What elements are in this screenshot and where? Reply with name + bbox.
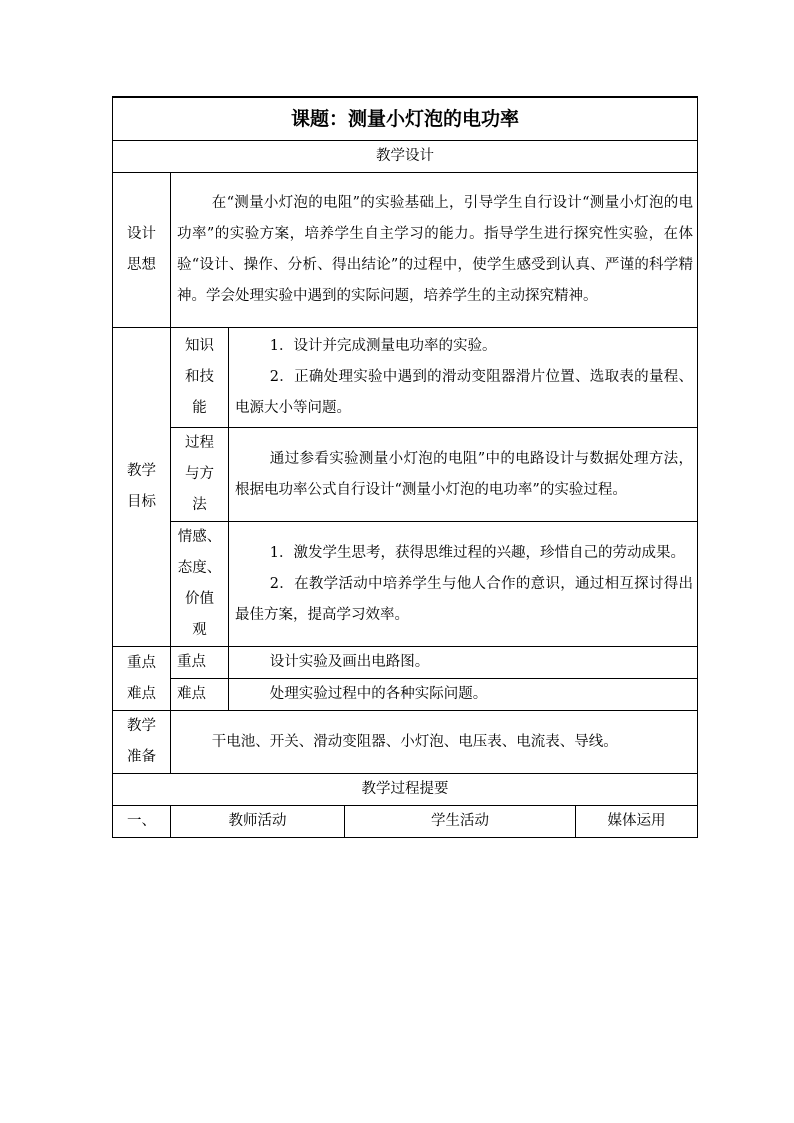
design-idea-label-line2: 思想 <box>127 257 156 273</box>
knowledge-label-line2: 和技 <box>185 369 214 385</box>
emotion-item-1: 1．激发学生思考，获得思维过程的兴趣，珍惜自己的劳动成果。 <box>269 544 686 561</box>
emotion-label-line2: 态度、 <box>177 560 222 576</box>
knowledge-item-2: 2．正确处理实验中遇到的滑动变阻器滑片位置、选取表的量程、电源大小等问题。 <box>235 369 694 416</box>
preparation-row <box>113 711 698 774</box>
teacher-activity-header: 教师活动 <box>171 806 345 838</box>
emotion-content <box>229 522 698 647</box>
title-row <box>113 97 698 141</box>
difficult-point-label: 难点 <box>171 679 229 711</box>
preparation-label <box>113 711 171 774</box>
key-point-text: 设计实验及画出电路图。 <box>229 647 698 679</box>
objective-process-row <box>113 428 698 522</box>
process-method-text: 通过参看实验测量小灯泡的电阻”中的电路设计与数据处理方法，根据电功率公式自行设计“测量小灯泡的电功率”的实验过程。 <box>229 428 698 522</box>
knowledge-item-1: 1．设计并完成测量电功率的实验。 <box>269 338 497 354</box>
lesson-plan-table <box>112 96 698 838</box>
design-idea-label <box>113 173 171 328</box>
preparation-label-line1: 教学 <box>127 718 156 734</box>
knowledge-label <box>171 328 229 428</box>
lesson-plan-document <box>112 96 697 838</box>
process-header-row <box>113 774 698 806</box>
emotion-label-line4: 观 <box>192 622 207 638</box>
difficult-point-text: 处理实验过程中的各种实际问题。 <box>229 679 698 711</box>
design-idea-text: 在“测量小灯泡的电阻”的实验基础上，引导学生自行设计“测量小灯泡的电功率”的实验方案，培养学生自主学习的能力。指导学生进行探究性实验，在体验“设计、操作、分析、得出结论”的过程中，使学生感受到认真、严谨的科学精神。学会处理实验中遇到的实际问题，培养学生的主动探究精神。 <box>171 173 698 328</box>
preparation-label-line2: 准备 <box>127 749 156 765</box>
design-idea-label-line1: 设计 <box>127 226 156 242</box>
emotion-attitude-label <box>171 522 229 647</box>
difficult-point-row <box>113 679 698 711</box>
emotion-item-2: 2．在教学活动中培养学生与他人合作的意识，通过相互探讨得出最佳方案，提高学习效率。 <box>235 575 694 623</box>
media-use-header: 媒体运用 <box>576 806 698 838</box>
knowledge-label-line1: 知识 <box>185 338 214 354</box>
knowledge-content <box>229 328 698 428</box>
process-method-label-line1: 过程 <box>185 435 214 451</box>
emotion-label-line1: 情感、 <box>177 529 222 545</box>
objective-knowledge-row <box>113 328 698 428</box>
objective-emotion-row <box>113 522 698 647</box>
key-difficult-label-line1: 重点 <box>127 654 156 671</box>
preparation-text: 干电池、开关、滑动变阻器、小灯泡、电压表、电流表、导线。 <box>171 711 698 774</box>
key-point-row <box>113 647 698 679</box>
key-point-label: 重点 <box>171 647 229 679</box>
emotion-label-line3: 价值 <box>185 591 214 607</box>
teaching-design-row <box>113 141 698 173</box>
objectives-label-line1: 教学 <box>127 463 156 479</box>
key-difficult-label-line2: 难点 <box>127 685 156 702</box>
design-idea-row <box>113 173 698 328</box>
key-difficult-label <box>113 647 171 711</box>
objectives-label <box>113 328 171 647</box>
teaching-design-header: 教学设计 <box>113 141 698 173</box>
process-method-label-line3: 法 <box>192 497 207 513</box>
knowledge-label-line3: 能 <box>192 400 207 416</box>
student-activity-header: 学生活动 <box>345 806 576 838</box>
process-method-label-line2: 与方 <box>185 466 214 482</box>
lesson-title: 课题：测量小灯泡的电功率 <box>113 97 698 141</box>
objectives-label-line2: 目标 <box>127 494 156 510</box>
process-header: 教学过程提要 <box>113 774 698 806</box>
activity-header-row <box>113 806 698 838</box>
activity-index: 一、 <box>113 806 171 838</box>
process-method-label <box>171 428 229 522</box>
